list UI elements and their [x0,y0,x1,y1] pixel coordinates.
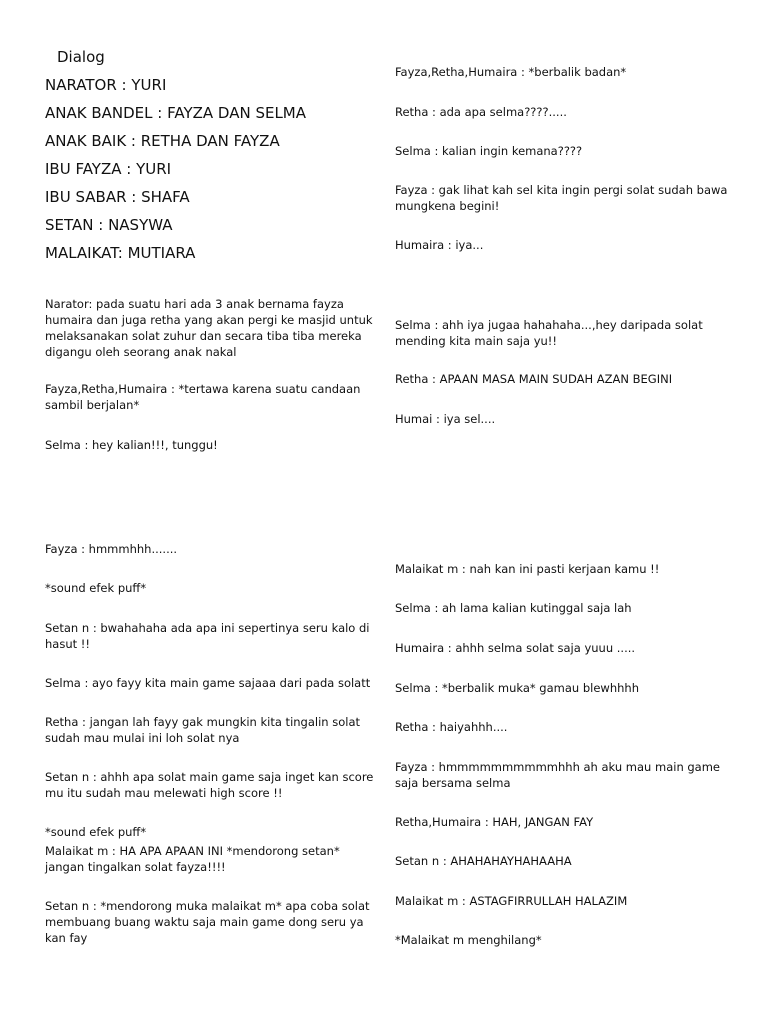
dialog-line: *sound efek puff* [45,581,147,595]
dialog-line: Humaira : ahhh selma solat saja yuuu ..... [395,641,636,655]
dialog-line: Malaikat m : ASTAGFIRRULLAH HALAZIM [395,894,628,908]
cast-line: IBU FAYZA : YURI [45,160,172,178]
dialog-line: *sound efek puff* [45,825,147,839]
dialog-line: Fayza : hmmmmmmmmmmhhh ah aku mau main game saja bersama selma [395,760,721,790]
cast-line: NARATOR : YURI [45,76,167,94]
dialog-line: Retha : APAAN MASA MAIN SUDAH AZAN BEGINI [395,372,673,386]
dialog-line: Malaikat m : nah kan ini pasti kerjaan kamu !! [395,562,660,576]
dialog-line: Selma : ayo fayy kita main game sajaaa dari pada solatt [45,676,371,690]
cast-line: IBU SABAR : SHAFA [45,188,190,206]
dialog-line: Setan n : AHAHAHAYHAHAAHA [395,854,572,868]
dialog-line: Selma : ahh iya jugaa hahahaha...,hey daripada solat mending kita main saja yu!! [395,318,703,348]
cast-line: ANAK BAIK : RETHA DAN FAYZA [45,132,280,150]
dialog-line: Humaira : iya... [395,238,484,252]
dialog-line: Humai : iya sel.... [395,412,496,426]
dialog-line: Fayza : hmmmhhh....... [45,542,178,556]
dialog-line: Setan n : *mendorong muka malaikat m* apa coba solat membuang buang waktu saja main game dong seru ya kan fay [45,899,370,945]
cast-line: SETAN : NASYWA [45,216,173,234]
dialog-line: Selma : hey kalian!!!, tunggu! [45,438,218,452]
cast-line: ANAK BANDEL : FAYZA DAN SELMA [45,104,307,122]
document-title: Dialog [57,48,105,66]
dialog-line: Selma : *berbalik muka* gamau blewhhhh [395,681,639,695]
dialog-line: Malaikat m : HA APA APAAN INI *mendorong setan* jangan tingalkan solat fayza!!!! [45,844,340,874]
dialog-line: Retha : jangan lah fayy gak mungkin kita tingalin solat sudah mau mulai ini loh solat nya [45,715,361,745]
dialog-line: Fayza : gak lihat kah sel kita ingin pergi solat sudah bawa mungkena begini! [395,183,728,213]
dialog-line: Fayza,Retha,Humaira : *tertawa karena suatu candaan sambil berjalan* [45,382,361,412]
dialog-line: Retha,Humaira : HAH, JANGAN FAY [395,815,594,829]
dialog-line: Retha : ada apa selma????..... [395,105,567,119]
dialog-line: Selma : kalian ingin kemana???? [395,144,583,158]
dialog-line: Selma : ah lama kalian kutinggal saja lah [395,601,632,615]
dialog-line: Fayza,Retha,Humaira : *berbalik badan* [395,65,627,79]
dialog-line: Setan n : bwahahaha ada apa ini sepertinya seru kalo di hasut !! [45,621,370,651]
dialog-line: Retha : haiyahhh.... [395,720,508,734]
dialog-line: Setan n : ahhh apa solat main game saja inget kan score mu itu sudah mau melewati high score !! [45,770,374,800]
dialog-line: *Malaikat m menghilang* [395,933,542,947]
cast-line: MALAIKAT: MUTIARA [45,244,196,262]
dialog-line: Narator: pada suatu hari ada 3 anak bernama fayza humaira dan juga retha yang akan pergi ke masjid untuk melaksanakan solat zuhur dan secara tiba tiba mereka digangu oleh seorang anak nakal [45,297,373,359]
